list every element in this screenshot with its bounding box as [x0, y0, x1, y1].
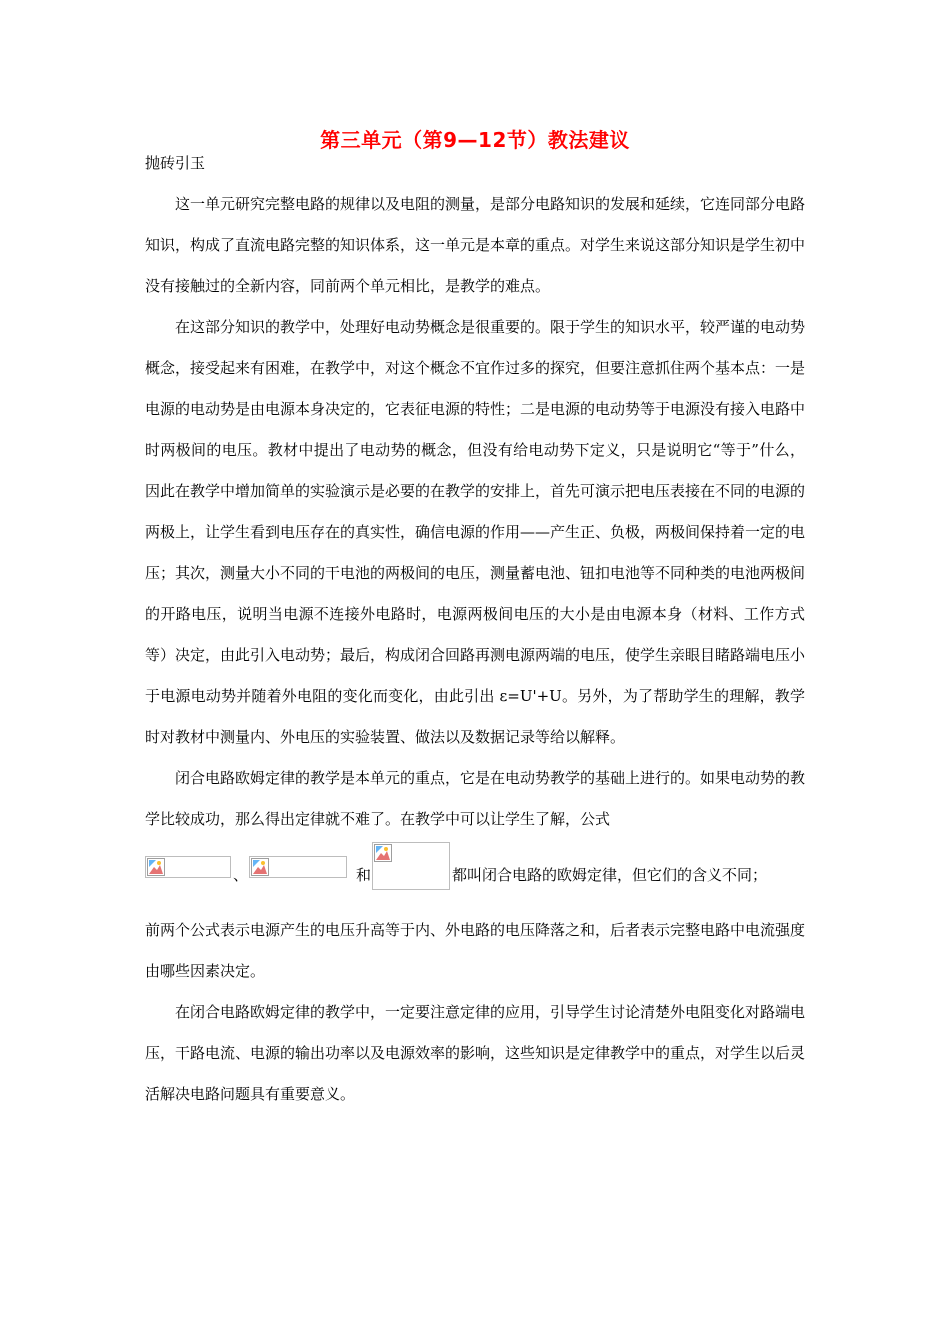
paragraph-4: 前两个公式表示电源产生的电压升高等于内、外电路的电压降落之和，后者表示完整电路中电流强度由哪些因素决定。 [145, 921, 806, 980]
formula-tail-text: 都叫闭合电路的欧姆定律，但它们的含义不同； [452, 866, 768, 884]
formula-image-1 [145, 856, 231, 878]
document-body [145, 184, 805, 1115]
formula-image-3 [372, 842, 450, 890]
broken-image-icon [147, 858, 165, 876]
section-subhead: 抛砖引玉 [145, 154, 206, 172]
separator-and: 和 [356, 866, 372, 884]
broken-image-icon [251, 858, 269, 876]
paragraph-2: 在这部分知识的教学中，处理好电动势概念是很重要的。限于学生的知识水平，较严谨的电动势概念，接受起来有困难，在教学中，对这个概念不宜作过多的探究，但要注意抓住两个基本点：一是电源的电动势是由电源本身决定的，它表征电源的特性；二是电源的电动势等于电源没有接入电路中时两极间的电压。教材中提出了电动势的概念，但没有给电动势下定义，只是说明它“等于”什么，因此在教学中增加简单的实验演示是必要的在教学的安排上，首先可演示把电压表接在不同的电源的两极上，让学生看到电压存在的真实性，确信电源的作用——产生正、负极，两极间保持着一定的电压；其次，测量大小不同的干电池的两极间的电压，测量蓄电池、钮扣电池等不同种类的电池两极间的开路电压，说明当电源不连接外电路时，电源两极间电压的大小是由电源本身（材料、工作方式等）决定，由此引入电动势；最后，构成闭合回路再测电源两端的电压，使学生亲眼目睹路端电压小于电源电动势并随着外电阻的变化而变化，由此引出 ε=U'+U。另外，为了帮助学生的理解，教学时对教材中测量内、外电压的实验装置、做法以及数据记录等给以解释。 [145, 318, 806, 746]
broken-image-icon [374, 844, 392, 862]
paragraph-1: 这一单元研究完整电路的规律以及电阻的测量，是部分电路知识的发展和延续，它连同部分电路知识，构成了直流电路完整的知识体系，这一单元是本章的重点。对学生来说这部分知识是学生初中没有接触过的全新内容，同前两个单元相比，是教学的难点。 [145, 195, 806, 295]
paragraph-5: 在闭合电路欧姆定律的教学中，一定要注意定律的应用，引导学生讨论清楚外电阻变化对路端电压，干路电流、电源的输出功率以及电源效率的影响，这些知识是定律教学中的重点，对学生以后灵活解决电路问题具有重要意义。 [145, 1003, 806, 1103]
separator-comma: 、 [233, 866, 249, 884]
page-title: 第三单元（第9—12节）教法建议 [320, 128, 630, 152]
paragraph-3: 闭合电路欧姆定律的教学是本单元的重点，它是在电动势教学的基础上进行的。如果电动势的教学比较成功，那么得出定律就不难了。在教学中可以让学生了解，公式 [145, 769, 806, 828]
formula-line [145, 840, 805, 910]
formula-image-2 [249, 856, 347, 878]
